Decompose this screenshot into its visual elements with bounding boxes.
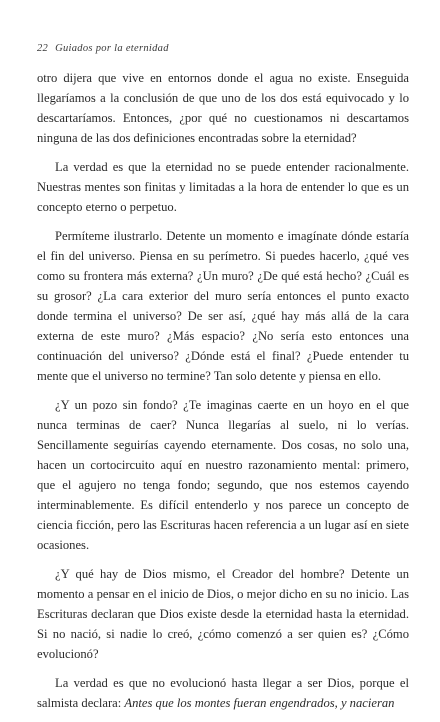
running-header [37, 43, 169, 54]
scripture-quote: Antes que los montes fueran engendrados, y nacieran [124, 696, 395, 710]
paragraph-1: otro dijera que vive en entornos donde el agua no existe. Enseguida llegaríamos a la conclusión de que uno de los dos está equivocado y lo descartaríamos. Entonces, ¿por qué no cuestionamos ni descartamos ninguna de las dos definiciones encontradas sobre la eternidad? [37, 71, 409, 145]
page-number: 22 [37, 43, 49, 54]
paragraph-4: ¿Y un pozo sin fondo? ¿Te imaginas caerte en un hoyo en el que nunca terminas de caer? Nunca llegarías al suelo, ni lo verías. Sencillamente seguirías cayendo eternamente. Dos cosas, no solo una, hacen un cortocircuito aquí en nuestro razonamiento mental: primero, que el agujero no tenga fondo; segundo, que nos estemos cayendo interminablemente. Es difícil entenderlo y nos parece un concepto de ciencia ficción, pero las Escrituras hacen referencia a un lugar así en siete ocasiones. [37, 398, 409, 552]
paragraph-2: La verdad es que la eternidad no se puede entender racionalmente. Nuestras mentes son finitas y limitadas a la hora de entender lo que es un concepto eterno o perpetuo. [37, 160, 409, 214]
paragraph-6-text: La verdad es que no evolucionó hasta llegar a ser Dios, porque el salmista declara: [37, 676, 409, 710]
paragraph-3: Permíteme ilustrarlo. Detente un momento e imagínate dónde estaría el fin del universo. Piensa en su perímetro. Si puedes hacerlo, ¿qué ves como su frontera más externa? ¿Un muro? ¿De qué está hecho? ¿Cuál es su grosor? ¿La cara exterior del muro sería entonces el punto exacto donde termina el universo? De ser así, ¿qué hay más allá de la cara externa de este muro? ¿Más espacio? ¿No sería esto entonces una continuación del universo? ¿Dónde está el final? ¿Puede entender tu mente que el universo no termine? Tan solo detente y piensa en ello. [37, 229, 409, 383]
body-text [37, 68, 409, 722]
paragraph-5: ¿Y qué hay de Dios mismo, el Creador del hombre? Detente un momento a pensar en el inicio de Dios, o mejor dicho en su no inicio. Las Escrituras declaran que Dios existe desde la eternidad hasta la eternidad. Si no nació, si nadie lo creó, ¿cómo comenzó a ser quien es? ¿Cómo evolucionó? [37, 567, 409, 661]
paragraph-6 [37, 673, 409, 713]
running-title: Guiados por la eternidad [55, 43, 169, 54]
